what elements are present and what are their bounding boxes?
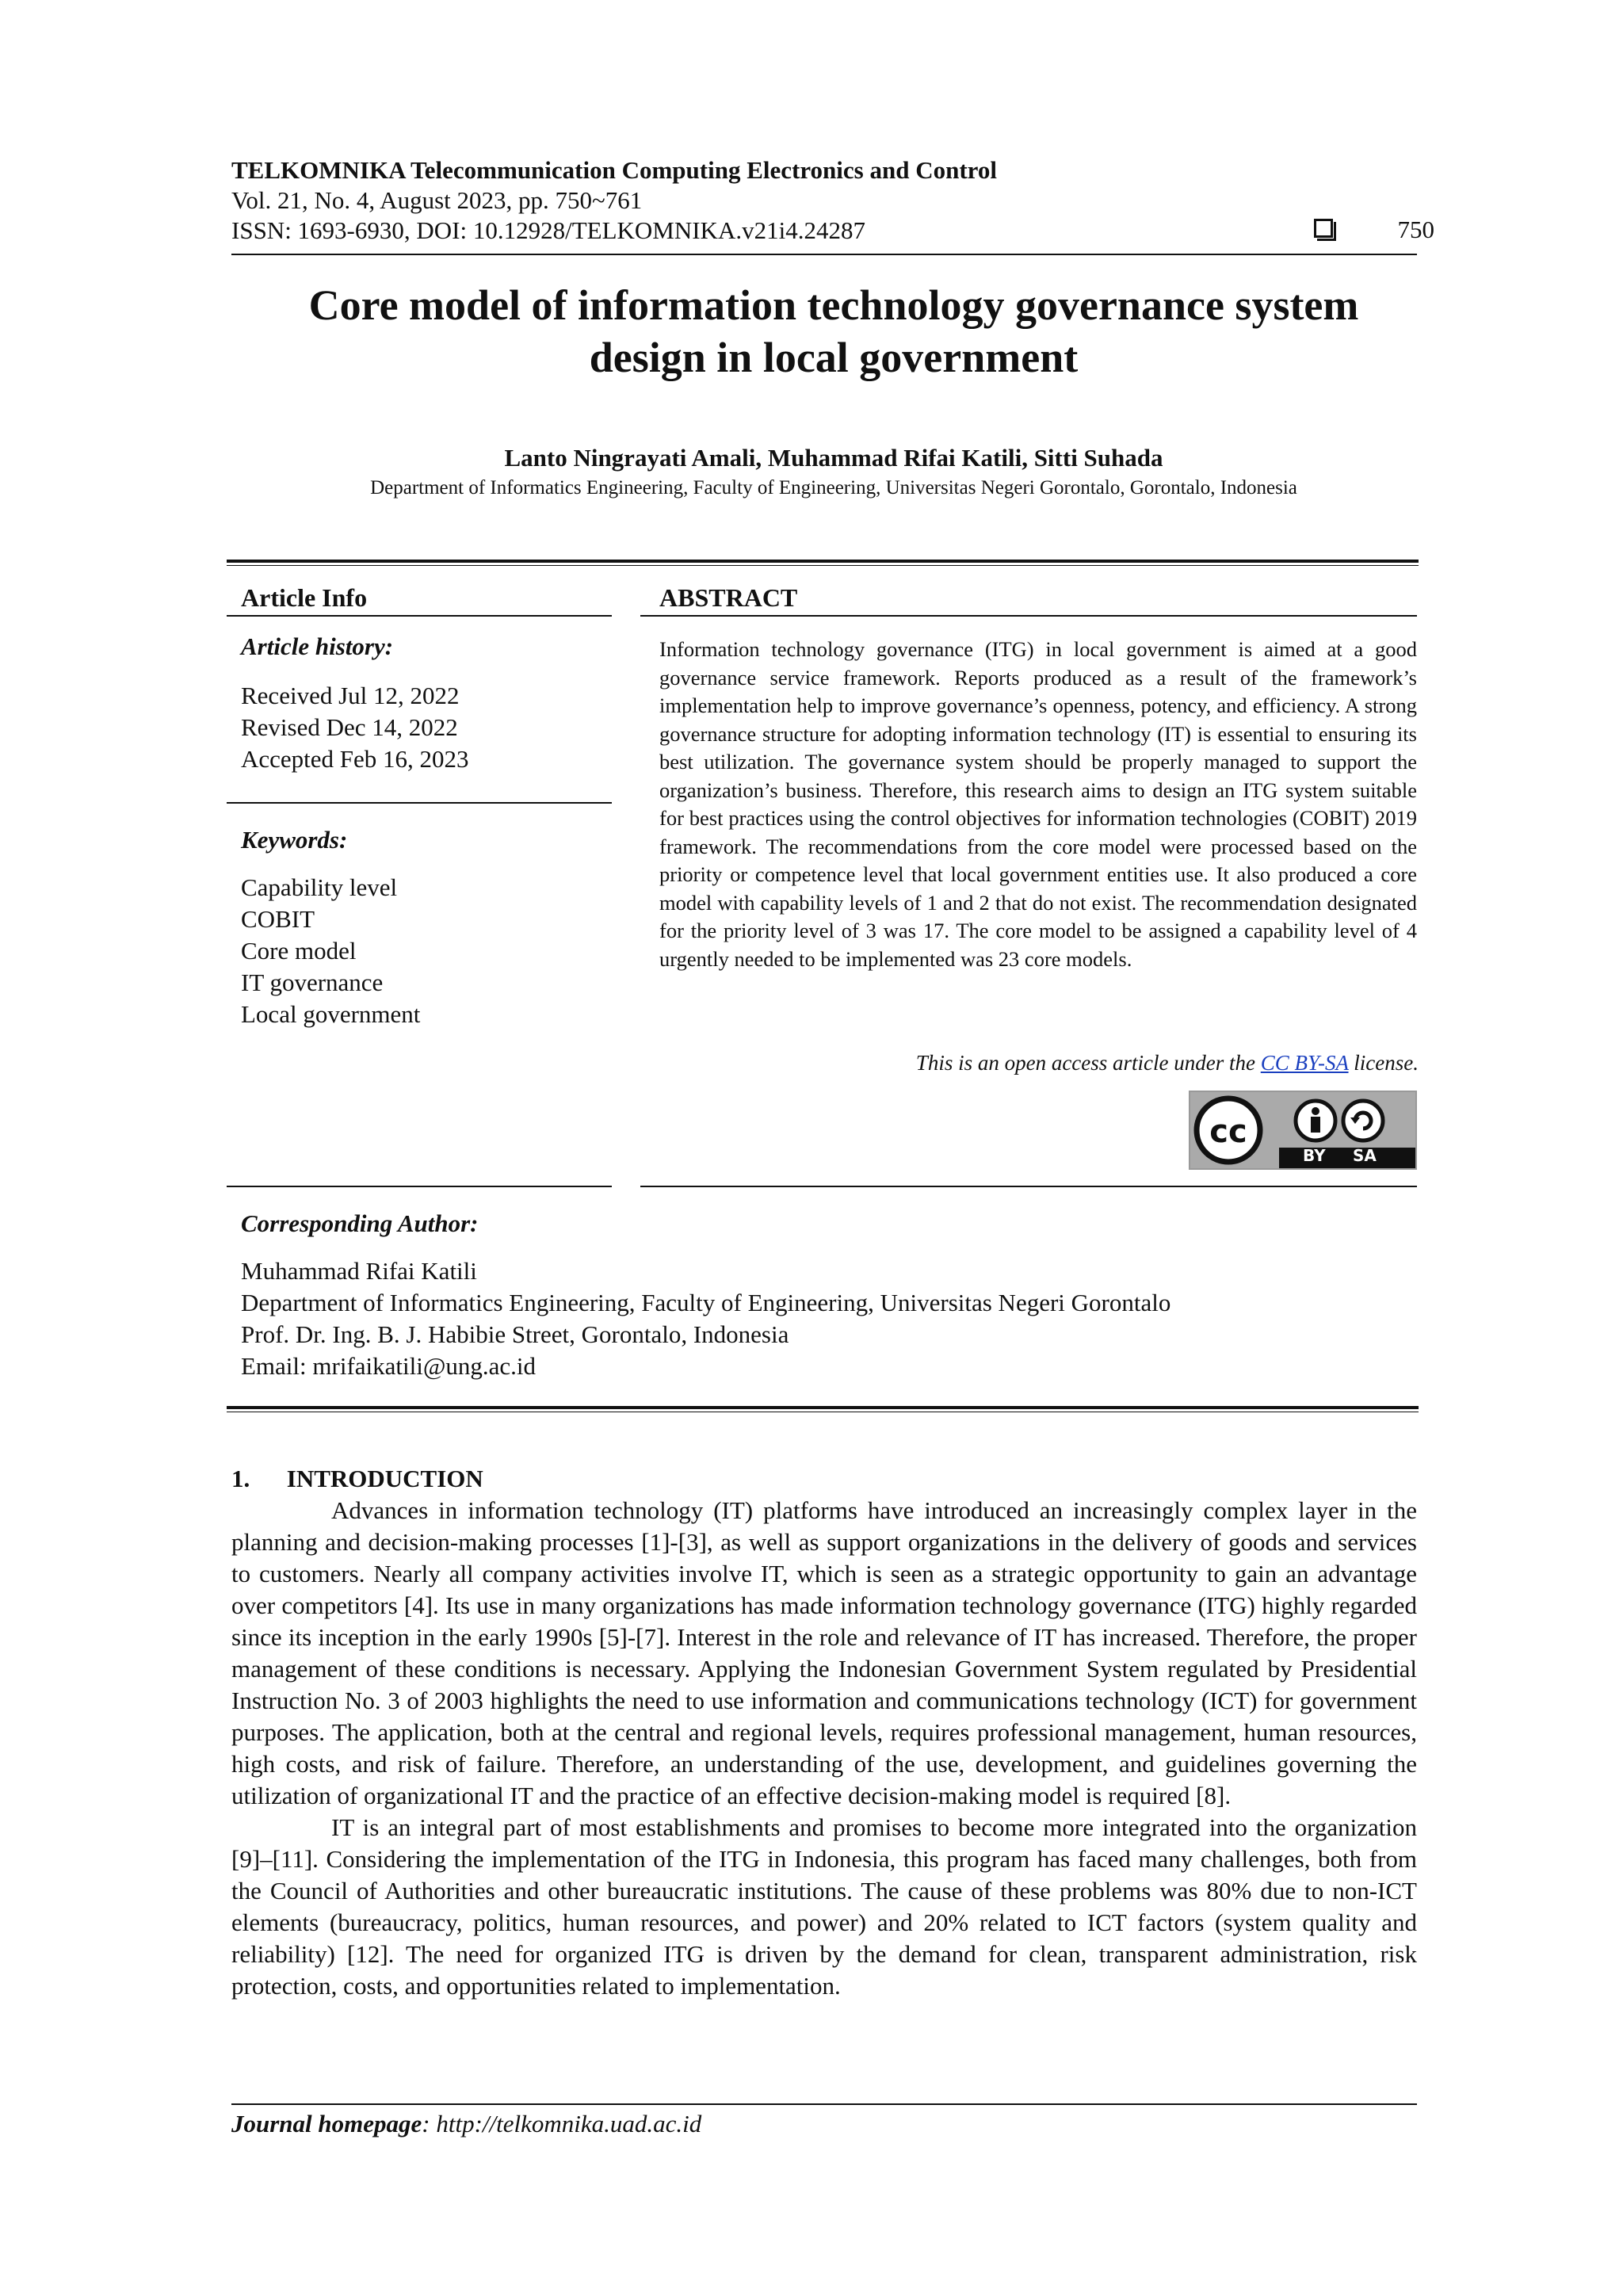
corresponding-details (241, 1255, 1170, 1382)
revised-date: Revised Dec 14, 2022 (241, 713, 458, 741)
history-rule (227, 802, 612, 804)
volume-line: Vol. 21, No. 4, August 2023, pp. 750~761 (231, 186, 643, 214)
license-note (916, 1051, 1419, 1075)
introduction-body (231, 1495, 1417, 2002)
introduction-heading: 1. INTRODUCTION (231, 1465, 483, 1492)
title-line-2: design in local government (589, 334, 1079, 381)
footer-rule (231, 2103, 1417, 2105)
license-suffix: license. (1354, 1051, 1419, 1075)
issn-line: ISSN: 1693-6930, DOI: 10.12928/TELKOMNIKA.v21i4.24287 (231, 216, 865, 244)
keyword: IT governance (241, 968, 384, 996)
affiliation: Department of Informatics Engineering, Faculty of Engineering, Universitas Negeri Gorontalo, Gorontalo, Indonesia (370, 477, 1297, 499)
paragraph: Advances in information technology (IT) platforms have introduced an increasingly complex layer in the planning and decision-making processes [1]-[3], as well as support organizations in the delivery of goods and services to customers. Nearly all company activities involve IT, which is seen as a strategic opportunity to gain an advantage over competitors [4]. Its use in many organizations has made information technology governance (ITG) highly regarded since its inception in the early 1990s [5]-[7]. Interest in the role and relevance of IT has increased. Therefore, the proper management of these conditions is necessary. Applying the Indonesian Government System regulated by Presidential Instruction No. 3 of 2003 highlights the need to use information and communications technology (ICT) for government purposes. The application, both at the central and regional levels, requires professional management, human resources, high costs, and risk of failure. Therefore, an understanding of the use, development, and guidelines governing the utilization of organizational IT and the practice of an effective decision-making model is required [8]. (231, 1496, 1417, 1809)
article-info-rule (227, 615, 612, 617)
journal-homepage (231, 2110, 701, 2138)
header-rule (231, 254, 1417, 255)
cc-by-sa-badge[interactable] (1189, 1091, 1417, 1170)
info-top-rule-thin (227, 565, 1419, 566)
keyword: Core model (241, 937, 357, 965)
article-info-heading: Article Info (241, 583, 368, 612)
abstract-text: Information technology governance (ITG) in local government is aimed at a good governance service framework. Reports produced as a result of the framework’s implementation help to improve governance’s openness, potency, and efficiency. A strong governance structure for adopting information technology (IT) is essential to ensuring its best utilization. The governance system should be properly managed to support the organization’s business. Therefore, this research aims to design an ITG system suitable for best practices using the control objectives for information technologies (COBIT) 2019 framework. The recommendations from the core model were processed based on the priority or competence level that local government entities use. It also produced a core model with capability levels of 1 and 2 that do not exist. The recommendation designated for the priority level of 3 was 17. The core model to be assigned a capability level of 4 urgently needed to be implemented was 23 core models. (659, 637, 1417, 971)
authors: Lanto Ningrayati Amali, Muhammad Rifai Katili, Sitti Suhada (504, 444, 1163, 472)
corresponding-department: Department of Informatics Engineering, Faculty of Engineering, Universitas Negeri Gorontalo (241, 1289, 1171, 1316)
title-line-1: Core model of information technology governance system (308, 281, 1359, 329)
badge-sa-label: SA (1353, 1146, 1377, 1165)
history-heading: Article history: (241, 632, 394, 660)
keywords-rule (227, 1186, 612, 1187)
journal-title: TELKOMNIKA Telecommunication Computing Electronics and Control (231, 156, 997, 184)
corresponding-heading: Corresponding Author: (241, 1209, 479, 1237)
corresponding-email: Email: mrifaikatili@ung.ac.id (241, 1352, 537, 1380)
abstract-heading: ABSTRACT (659, 583, 798, 612)
license-link[interactable]: CC BY-SA (1260, 1051, 1349, 1075)
badge-by-label: BY (1303, 1146, 1326, 1165)
paper-title (231, 279, 1436, 384)
corresponding-name: Muhammad Rifai Katili (241, 1257, 477, 1285)
running-header (231, 155, 997, 246)
license-prefix: This is an open access article under the (915, 1051, 1255, 1075)
corresponding-address: Prof. Dr. Ing. B. J. Habibie Street, Gorontalo, Indonesia (241, 1320, 789, 1348)
keywords-heading: Keywords: (241, 826, 348, 854)
keyword: Capability level (241, 873, 398, 901)
abstract-rule (640, 615, 1417, 617)
homepage-url[interactable]: : http://telkomnika.uad.ac.id (422, 2110, 702, 2137)
history-list (241, 680, 469, 775)
page-number: 750 (1397, 216, 1434, 243)
keyword: COBIT (241, 905, 315, 933)
keyword: Local government (241, 1000, 421, 1028)
info-top-rule (227, 560, 1419, 563)
accepted-date: Accepted Feb 16, 2023 (241, 745, 469, 773)
keywords-list (241, 872, 420, 1030)
svg-text:cc: cc (1209, 1114, 1247, 1150)
abstract-bottom-rule (640, 1186, 1417, 1187)
homepage-label: Journal homepage (231, 2110, 422, 2137)
box-icon (1314, 219, 1333, 238)
paragraph: IT is an integral part of most establishments and promises to become more integrated into the organization [9]–[11]. Considering the implementation of the ITG in Indonesia, this program has faced many challenges, both from the Council of Authorities and other bureaucratic institutions. The cause of these problems was 80% due to non-ICT elements (bureaucracy, politics, human resources, and power) and 20% related to ICT factors (system quality and reliability) [12]. The need for organized ITG is driven by the demand for clean, transparent administration, risk protection, costs, and opportunities related to implementation. (231, 1813, 1417, 2000)
received-date: Received Jul 12, 2022 (241, 682, 460, 709)
info-bottom-rule (227, 1406, 1419, 1409)
